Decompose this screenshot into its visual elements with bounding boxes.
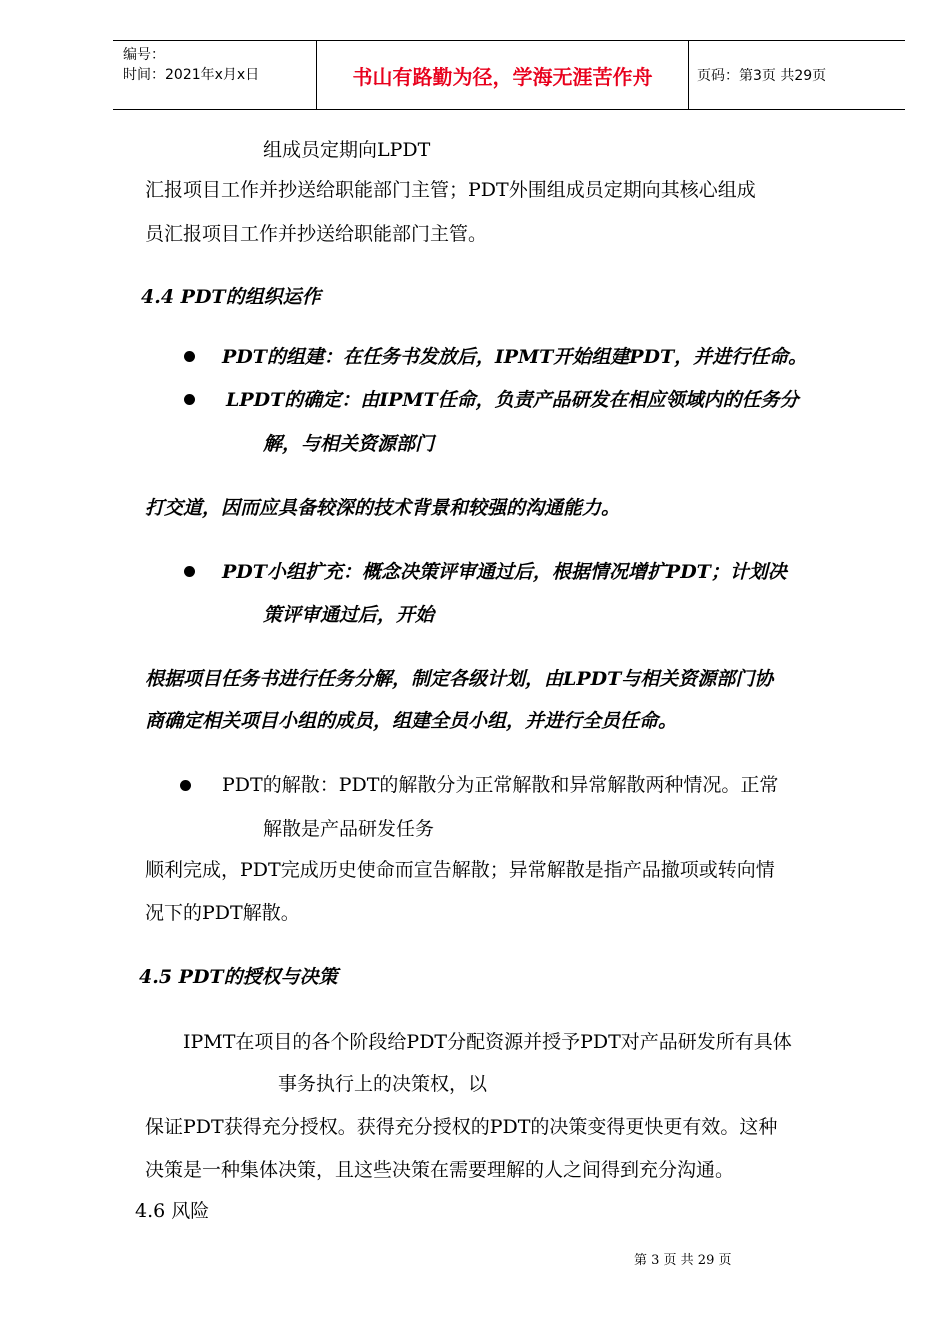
- list-item: PDT小组扩充：概念决策评审通过后，根据情况增扩PDT；计划决: [222, 561, 787, 583]
- bullet-icon: [184, 566, 195, 577]
- bullet-icon: [180, 780, 191, 791]
- body-line: 保证PDT获得充分授权。获得充分授权的PDT的决策变得更快更有效。这种: [145, 1116, 778, 1138]
- body-line: 决策是一种集体决策，且这些决策在需要理解的人之间得到充分沟通。: [145, 1159, 735, 1181]
- list-item: PDT的解散：PDT的解散分为正常解散和异常解散两种情况。正常: [222, 774, 779, 796]
- list-item-continued: 解，与相关资源部门: [263, 433, 435, 455]
- body-line: 事务执行上的决策权，以: [278, 1073, 488, 1095]
- section-heading-4-6: 4.6 风险: [135, 1200, 210, 1222]
- body-line: IPMT在项目的各个阶段给PDT分配资源并授予PDT对产品研发所有具体: [183, 1031, 792, 1053]
- bullet-icon: [184, 394, 195, 405]
- header-page-info: 页码：第3页 共29页: [697, 68, 827, 84]
- section-heading-4-4: 4.4 PDT的组织运作: [141, 286, 321, 308]
- body-line: 员汇报项目工作并抄送给职能部门主管。: [145, 223, 488, 245]
- list-item: PDT的组建：在任务书发放后，IPMT开始组建PDT，并进行任命。: [222, 346, 808, 368]
- header-motto: 书山有路勤为径，学海无涯苦作舟: [316, 41, 689, 109]
- bullet-icon: [184, 351, 195, 362]
- header-meta: [113, 41, 316, 109]
- list-item-continued: 解散是产品研发任务: [263, 818, 435, 840]
- doc-time-label: 时间：2021年x月x日: [123, 67, 260, 83]
- body-line: 根据项目任务书进行任务分解，制定各级计划，由LPDT与相关资源部门协: [145, 668, 774, 690]
- section-heading-4-5: 4.5 PDT的授权与决策: [139, 966, 338, 988]
- body-line: 汇报项目工作并抄送给职能部门主管；PDT外围组成员定期向其核心组成: [145, 179, 756, 201]
- list-item: LPDT的确定：由IPMT任命，负责产品研发在相应领域内的任务分: [226, 389, 799, 411]
- body-line: 商确定相关项目小组的成员，组建全员小组，并进行全员任命。: [145, 710, 678, 732]
- page-header: [113, 40, 905, 110]
- page-footer: 第 3 页 共 29 页: [634, 1253, 732, 1268]
- body-line: 组成员定期向LPDT: [263, 139, 431, 161]
- body-line: 顺利完成，PDT完成历史使命而宣告解散；异常解散是指产品撤项或转向情: [145, 859, 775, 881]
- body-line: 况下的PDT解散。: [145, 902, 300, 924]
- body-line: 打交道，因而应具备较深的技术背景和较强的沟通能力。: [145, 497, 621, 519]
- list-item-continued: 策评审通过后，开始: [263, 604, 435, 626]
- doc-number-label: 编号：: [123, 47, 165, 63]
